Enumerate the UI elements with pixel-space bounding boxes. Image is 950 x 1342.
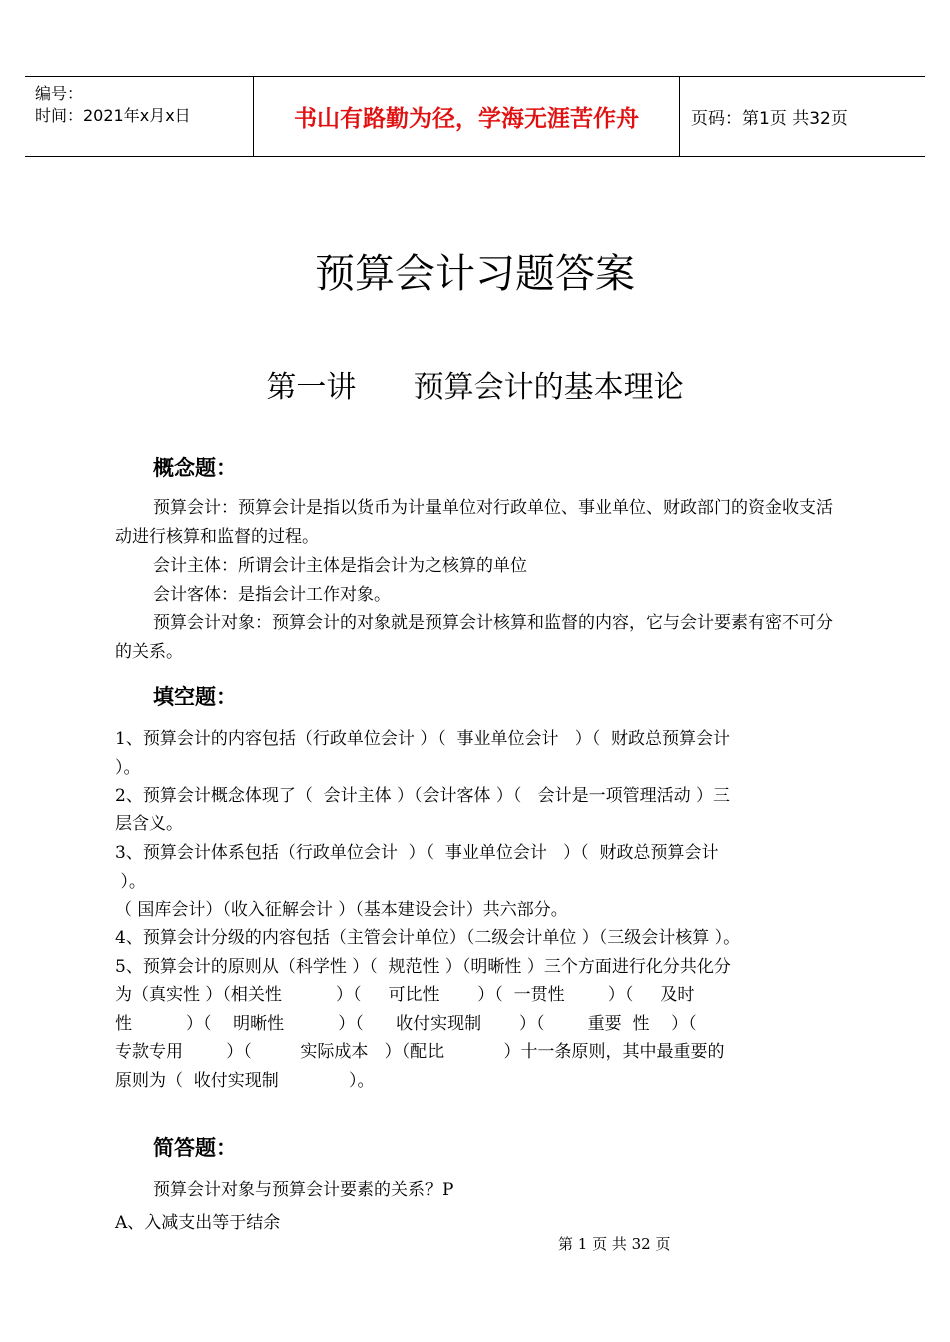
- fill-line: 层含义。: [115, 814, 183, 834]
- fill-line: 为（真实性 ）（相关性 ）（ 可比性 ）（ 一贯性 ）（ 及时: [115, 985, 695, 1005]
- document-number-label: 编号：: [35, 84, 84, 103]
- section-heading-short: 简答题：: [153, 1136, 237, 1160]
- fill-line: 5、预算会计的原则从（科学性 ）（ 规范性 ）（明晰性 ）三个方面进行化分共化分: [115, 957, 731, 977]
- fill-line: 4、预算会计分级的内容包括（主管会计单位）（二级会计单位 ）（三级会计核算 ）。: [115, 928, 741, 948]
- fill-line: 1、预算会计的内容包括（行政单位会计 ）（ 事业单位会计 ）（ 财政总预算会计: [115, 729, 731, 749]
- concept-paragraph: 预算会计：预算会计是指以货币为计量单位对行政单位、事业单位、财政部门的资金收支活动进行核算和监督的过程。: [115, 498, 833, 547]
- short-question: 预算会计对象与预算会计要素的关系？P: [153, 1180, 454, 1200]
- page-header: [25, 76, 925, 157]
- short-answer: A、入减支出等于结余: [115, 1213, 281, 1233]
- fill-line: 2、预算会计概念体现了（ 会计主体 ）（会计客体 ）（ 会计是一项管理活动 ）三: [115, 786, 731, 806]
- fill-line: 原则为（ 收付实现制 ）。: [115, 1071, 375, 1091]
- fill-line: 3、预算会计体系包括（行政单位会计 ）（ 事业单位会计 ）（ 财政总预算会计: [115, 843, 719, 863]
- fill-line: ）。: [115, 758, 141, 778]
- header-info-cell: [25, 77, 254, 156]
- concept-paragraph: 会计客体：是指会计工作对象。: [153, 585, 391, 605]
- document-title: 预算会计习题答案: [315, 251, 635, 297]
- section-heading-concepts: 概念题：: [153, 456, 237, 480]
- concept-paragraph: 预算会计对象：预算会计的对象就是预算会计核算和监督的内容，它与会计要素有密不可分的关系。: [115, 613, 833, 662]
- fill-line: ）。: [115, 872, 146, 892]
- fill-line: 专款专用 ）（ 实际成本 ）（配比 ）十一条原则，其中最重要的: [115, 1042, 725, 1062]
- concept-paragraph: 会计主体：所谓会计主体是指会计为之核算的单位: [153, 556, 527, 576]
- page-footer: 第 1 页 共 32 页: [558, 1235, 671, 1253]
- header-motto: 书山有路勤为径，学海无涯苦作舟: [254, 77, 680, 156]
- section-heading-fill: 填空题：: [153, 685, 237, 709]
- fill-line: （ 国库会计）（收入征解会计 ）（基本建设会计）共六部分。: [115, 900, 568, 920]
- document-time-label: 时间：2021年x月x日: [35, 106, 191, 125]
- chapter-heading: 第一讲 预算会计的基本理论: [266, 370, 684, 405]
- header-page-number: 页码：第1页 共32页: [691, 109, 848, 129]
- fill-line: 性 ）（ 明晰性 ）（ 收付实现制 ）（ 重要 性 ）（: [115, 1014, 697, 1034]
